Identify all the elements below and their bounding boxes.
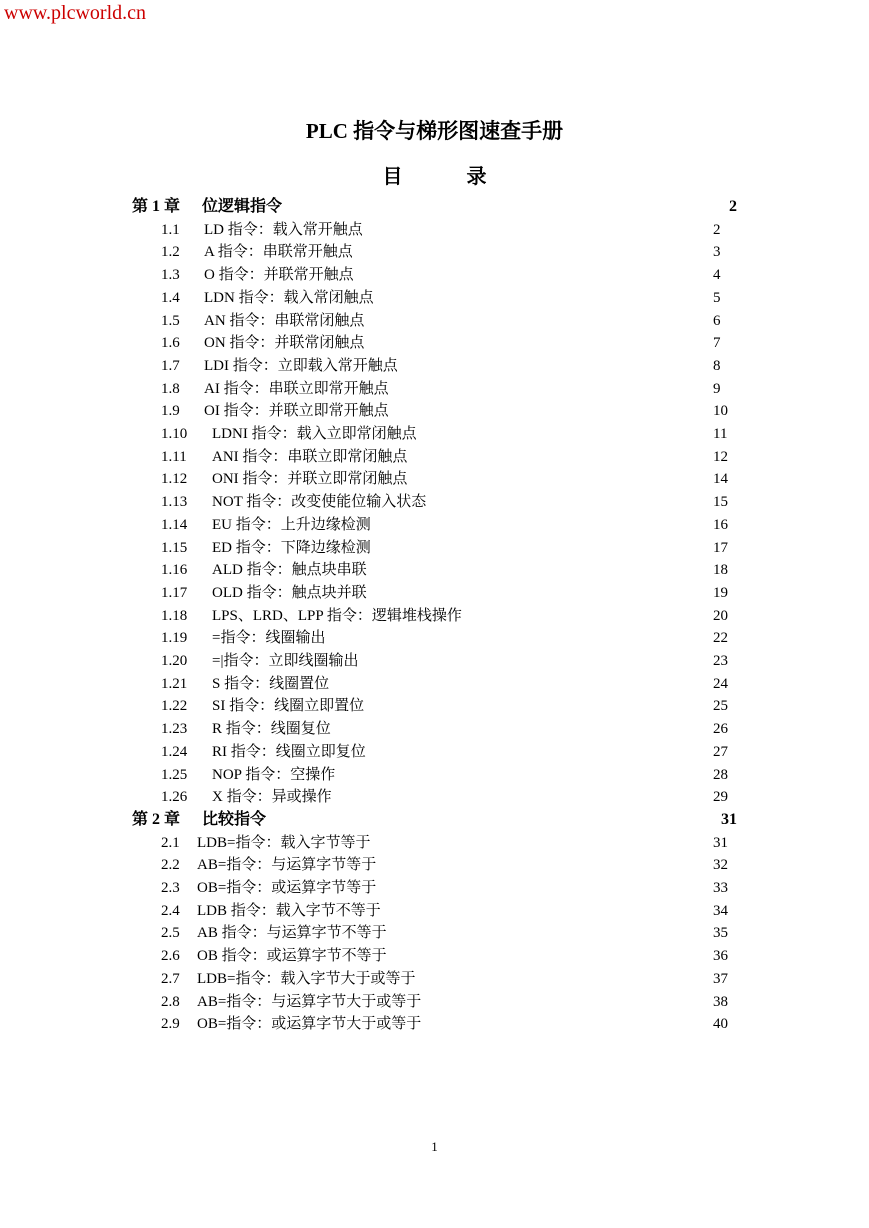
- toc-number: 2.8: [161, 993, 180, 1010]
- toc-page-number: 36: [713, 948, 728, 965]
- toc-number: 2.1: [161, 834, 180, 851]
- toc-number: 第 2 章: [132, 810, 181, 828]
- toc-entry-row[interactable]: [0, 627, 869, 649]
- toc-title: LDB=指令：载入字节等于: [197, 834, 371, 851]
- toc-entry-row[interactable]: [0, 355, 869, 377]
- toc-page-number: 2: [713, 221, 721, 238]
- toc-number: 1.5: [161, 312, 180, 329]
- toc-title: OI 指令：并联立即常开触点: [204, 403, 389, 420]
- toc-entry-row[interactable]: [0, 673, 869, 695]
- toc-page-number: 32: [713, 857, 728, 874]
- toc-entry-row[interactable]: [0, 968, 869, 990]
- toc-number: 1.17: [161, 584, 188, 601]
- toc-title: AN 指令：串联常闭触点: [204, 312, 365, 329]
- toc-entry-row[interactable]: [0, 786, 869, 808]
- toc-number: 2.9: [161, 1016, 180, 1033]
- toc-chapter-row[interactable]: [0, 809, 869, 831]
- toc-title: NOT 指令：改变使能位输入状态: [212, 494, 427, 511]
- toc-number: 1.21: [161, 675, 188, 692]
- toc-entry-row[interactable]: [0, 287, 869, 309]
- toc-title: O 指令：并联常开触点: [204, 267, 354, 284]
- toc-title: OB=指令：或运算字节等于: [197, 880, 377, 896]
- toc-number: 1.6: [161, 335, 180, 352]
- toc-title: AB 指令：与运算字节不等于: [197, 925, 387, 942]
- toc-chapter-row[interactable]: [0, 196, 869, 218]
- toc-title: LDB=指令：载入字节大于或等于: [197, 970, 416, 987]
- toc-number: 2.3: [161, 880, 180, 896]
- toc-entry-row[interactable]: [0, 1013, 869, 1035]
- toc-heading: 目录: [382, 166, 551, 188]
- toc-title: EU 指令：上升边缘检测: [212, 516, 371, 533]
- toc-entry-row[interactable]: [0, 514, 869, 536]
- toc-entry-row[interactable]: [0, 922, 869, 944]
- toc-title: 比较指令: [202, 810, 267, 828]
- toc-number: 1.25: [161, 766, 188, 783]
- toc-number: 2.7: [161, 970, 180, 987]
- toc-number: 1.16: [161, 562, 188, 579]
- toc-page-number: 7: [713, 335, 721, 352]
- toc-number: 1.11: [161, 448, 187, 465]
- toc-title: X 指令：异或操作: [212, 789, 332, 806]
- toc-number: 1.20: [161, 653, 188, 669]
- toc-title: S 指令：线圈置位: [212, 675, 330, 692]
- toc-page-number: 26: [713, 721, 728, 738]
- toc-title: LDN 指令：载入常闭触点: [204, 289, 374, 306]
- toc-entry-row[interactable]: [0, 378, 869, 400]
- toc-entry-row[interactable]: [0, 241, 869, 263]
- toc-number: 1.18: [161, 607, 188, 624]
- toc-page-number: 16: [713, 516, 728, 533]
- toc-number: 1.23: [161, 721, 188, 738]
- toc-entry-row[interactable]: [0, 559, 869, 581]
- toc-page-number: 10: [713, 403, 728, 420]
- toc-number: 1.15: [161, 539, 188, 556]
- toc-title: SI 指令：线圈立即置位: [212, 698, 365, 715]
- toc-number: 1.22: [161, 698, 188, 715]
- toc-page-number: 28: [713, 766, 728, 783]
- toc-page-number: 19: [713, 584, 728, 601]
- toc-title: =指令：线圈输出: [212, 630, 326, 647]
- toc-entry-row[interactable]: [0, 945, 869, 967]
- toc-page-number: 22: [713, 630, 728, 647]
- toc-entry-row[interactable]: [0, 264, 869, 286]
- toc-entry-row[interactable]: [0, 900, 869, 922]
- toc-number: 1.13: [161, 494, 188, 511]
- toc-entry-row[interactable]: [0, 605, 869, 627]
- toc-number: 1.2: [161, 244, 180, 261]
- toc-entry-row[interactable]: [0, 400, 869, 422]
- toc-entry-row[interactable]: [0, 695, 869, 717]
- toc-page-number: 14: [713, 471, 728, 488]
- toc-title: OLD 指令：触点块并联: [212, 584, 367, 601]
- toc-entry-row[interactable]: [0, 741, 869, 763]
- toc-title: LDB 指令：载入字节不等于: [197, 902, 381, 919]
- toc-number: 1.4: [161, 289, 180, 306]
- toc-entry-row[interactable]: [0, 491, 869, 513]
- toc-page-number: 3: [713, 244, 721, 261]
- toc-number: 2.5: [161, 925, 180, 942]
- toc-page-number: 38: [713, 993, 728, 1010]
- toc-page-number: 18: [713, 562, 728, 579]
- toc-entry-row[interactable]: [0, 537, 869, 559]
- toc-page-number: 31: [721, 810, 737, 828]
- toc-title: AB=指令：与运算字节等于: [197, 857, 377, 874]
- toc-number: 2.6: [161, 948, 180, 965]
- toc-page-number: 6: [713, 312, 721, 329]
- toc-title: LD 指令：载入常开触点: [204, 221, 363, 238]
- toc-number: 1.8: [161, 380, 180, 397]
- toc-page-number: 37: [713, 970, 728, 987]
- toc-page-number: 9: [713, 380, 721, 397]
- toc-title: LDI 指令：立即载入常开触点: [204, 357, 398, 374]
- toc-number: 第 1 章: [132, 198, 181, 215]
- toc-page-number: 27: [713, 743, 728, 760]
- watermark-text: www.plcworld.cn: [4, 2, 147, 24]
- toc-number: 1.14: [161, 516, 188, 533]
- toc-entry-row[interactable]: [0, 650, 869, 672]
- toc-page-number: 31: [713, 834, 728, 851]
- toc-page-number: 23: [713, 653, 728, 669]
- toc-title: OB=指令：或运算字节大于或等于: [197, 1016, 422, 1033]
- toc-page-number: 2: [729, 198, 737, 215]
- document-title: PLC 指令与梯形图速查手册: [305, 119, 564, 143]
- toc-entry-row[interactable]: [0, 468, 869, 490]
- toc-number: 2.2: [161, 857, 180, 874]
- toc-number: 2.4: [161, 902, 180, 919]
- toc-page-number: 11: [713, 426, 728, 442]
- toc-page-number: 8: [713, 357, 721, 374]
- toc-entry-row[interactable]: [0, 832, 869, 854]
- toc-number: 1.19: [161, 630, 188, 647]
- toc-entry-row[interactable]: [0, 764, 869, 786]
- toc-page-number: 35: [713, 925, 728, 942]
- toc-entry-row[interactable]: [0, 991, 869, 1013]
- toc-entry-row[interactable]: [0, 423, 869, 445]
- toc-title: AI 指令：串联立即常开触点: [204, 380, 389, 397]
- toc-page-number: 20: [713, 607, 728, 624]
- toc-page-number: 17: [713, 539, 728, 556]
- toc-number: 1.10: [161, 426, 188, 442]
- toc-title: ED 指令：下降边缘检测: [212, 539, 371, 556]
- toc-title: ALD 指令：触点块串联: [212, 562, 367, 579]
- toc-number: 1.9: [161, 403, 180, 420]
- toc-entry-row[interactable]: [0, 446, 869, 468]
- toc-entry-row[interactable]: [0, 877, 869, 899]
- toc-title: LPS、LRD、LPP 指令：逻辑堆栈操作: [212, 607, 462, 624]
- toc-entry-row[interactable]: [0, 582, 869, 604]
- toc-title: ONI 指令：并联立即常闭触点: [212, 471, 408, 488]
- toc-page-number: 12: [713, 448, 728, 465]
- toc-number: 1.24: [161, 743, 188, 760]
- toc-title: OB 指令：或运算字节不等于: [197, 948, 387, 965]
- toc-title: ANI 指令：串联立即常闭触点: [212, 448, 408, 465]
- toc-title: A 指令：串联常开触点: [204, 244, 353, 261]
- toc-entry-row[interactable]: [0, 219, 869, 241]
- toc-title: =|指令：立即线圈输出: [212, 653, 359, 669]
- toc-number: 1.12: [161, 471, 188, 488]
- toc-title: ON 指令：并联常闭触点: [204, 335, 365, 352]
- toc-page-number: 25: [713, 698, 728, 715]
- toc-page-number: 33: [713, 880, 728, 896]
- toc-number: 1.26: [161, 789, 188, 806]
- toc-page-number: 15: [713, 494, 728, 511]
- toc-title: 位逻辑指令: [202, 198, 283, 215]
- toc-number: 1.1: [161, 221, 180, 238]
- toc-page-number: 29: [713, 789, 728, 806]
- toc-number: 1.7: [161, 357, 180, 374]
- toc-entry-row[interactable]: [0, 718, 869, 740]
- toc-title: LDNI 指令：载入立即常闭触点: [212, 426, 417, 442]
- toc-page-number: 5: [713, 289, 721, 306]
- toc-title: R 指令：线圈复位: [212, 721, 331, 738]
- toc-title: NOP 指令：空操作: [212, 766, 336, 783]
- toc-title: AB=指令：与运算字节大于或等于: [197, 993, 422, 1010]
- toc-page-number: 34: [713, 902, 728, 919]
- page-number: 1: [431, 1139, 438, 1154]
- toc-number: 1.3: [161, 267, 180, 284]
- toc-page-number: 4: [713, 267, 721, 284]
- toc-page-number: 40: [713, 1016, 728, 1033]
- toc-entry-row[interactable]: [0, 332, 869, 354]
- toc-title: RI 指令：线圈立即复位: [212, 743, 366, 760]
- toc-entry-row[interactable]: [0, 854, 869, 876]
- toc-entry-row[interactable]: [0, 310, 869, 332]
- toc-page-number: 24: [713, 675, 728, 692]
